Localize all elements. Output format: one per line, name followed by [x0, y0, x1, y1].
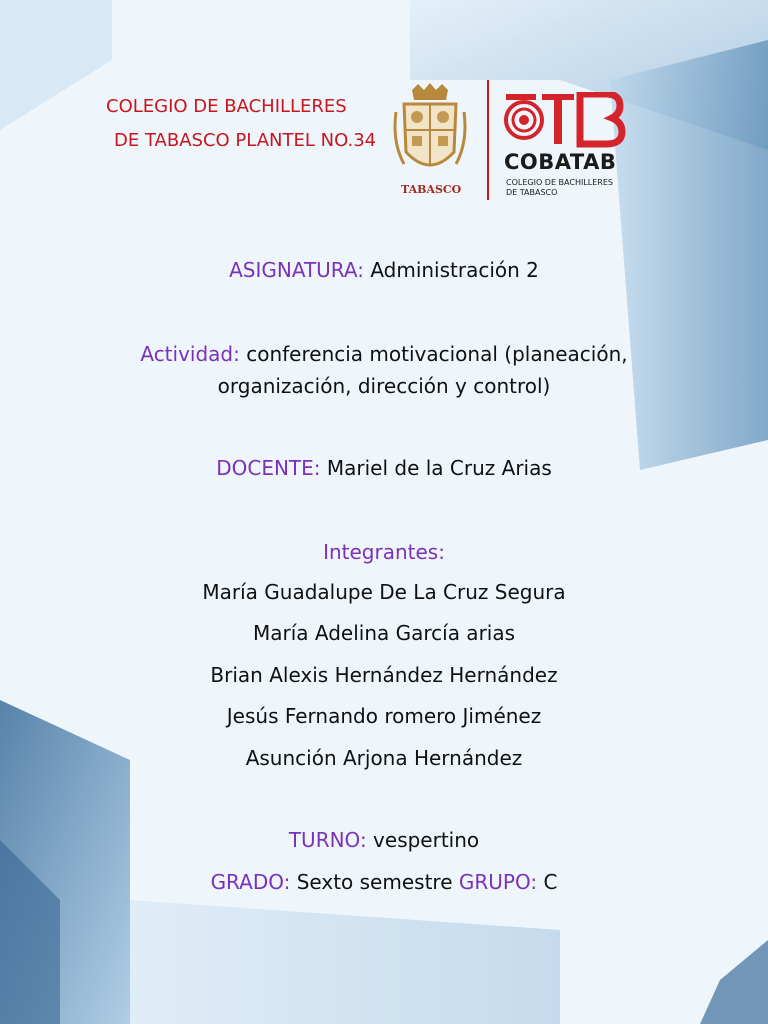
tabasco-logo-label: TABASCO — [401, 183, 462, 196]
docente-value: Mariel de la Cruz Arias — [326, 456, 552, 480]
cobatab-logo-subtitle — [506, 178, 613, 198]
grupo-value: C — [543, 870, 558, 894]
asignatura-line — [0, 258, 768, 282]
cobatab-sub-line2: DE TABASCO — [506, 188, 558, 197]
grado-grupo-line — [0, 870, 768, 894]
asignatura-value: Administración 2 — [370, 258, 539, 282]
actividad-line1 — [0, 342, 768, 366]
actividad-label: Actividad: — [140, 342, 240, 366]
turno-value: vespertino — [373, 828, 480, 852]
integrantes-label: Integrantes: — [323, 540, 445, 564]
integrantes-heading — [0, 540, 768, 564]
grupo-label: GRUPO: — [458, 870, 538, 894]
turno-line — [0, 828, 768, 852]
asignatura-label: ASIGNATURA: — [229, 258, 364, 282]
docente-label: DOCENTE: — [216, 456, 321, 480]
cobatab-logo-title: COBATAB — [504, 150, 617, 174]
list-item: María Guadalupe De La Cruz Segura — [202, 580, 566, 604]
list-item: María Adelina García arias — [252, 621, 516, 645]
list-item: Jesús Fernando romero Jiménez — [226, 704, 542, 728]
school-name — [100, 90, 420, 158]
grado-label: GRADO: — [210, 870, 291, 894]
logo-divider — [487, 80, 489, 200]
grado-value: Sexto semestre — [296, 870, 453, 894]
list-item: Asunción Arjona Hernández — [245, 746, 523, 770]
school-name-line1: COLEGIO DE BACHILLERES — [106, 96, 347, 117]
list-item: Brian Alexis Hernández Hernández — [210, 663, 558, 687]
cobatab-sub-line1: COLEGIO DE BACHILLERES — [506, 178, 613, 187]
turno-label: TURNO: — [288, 828, 367, 852]
docente-line — [0, 456, 768, 480]
actividad-value-line2: organización, dirección y control) — [217, 374, 551, 398]
school-name-line2: DE TABASCO PLANTEL NO.34 — [114, 130, 377, 151]
actividad-line2 — [0, 374, 768, 398]
actividad-value-line1: conferencia motivacional (planeación, — [246, 342, 628, 366]
